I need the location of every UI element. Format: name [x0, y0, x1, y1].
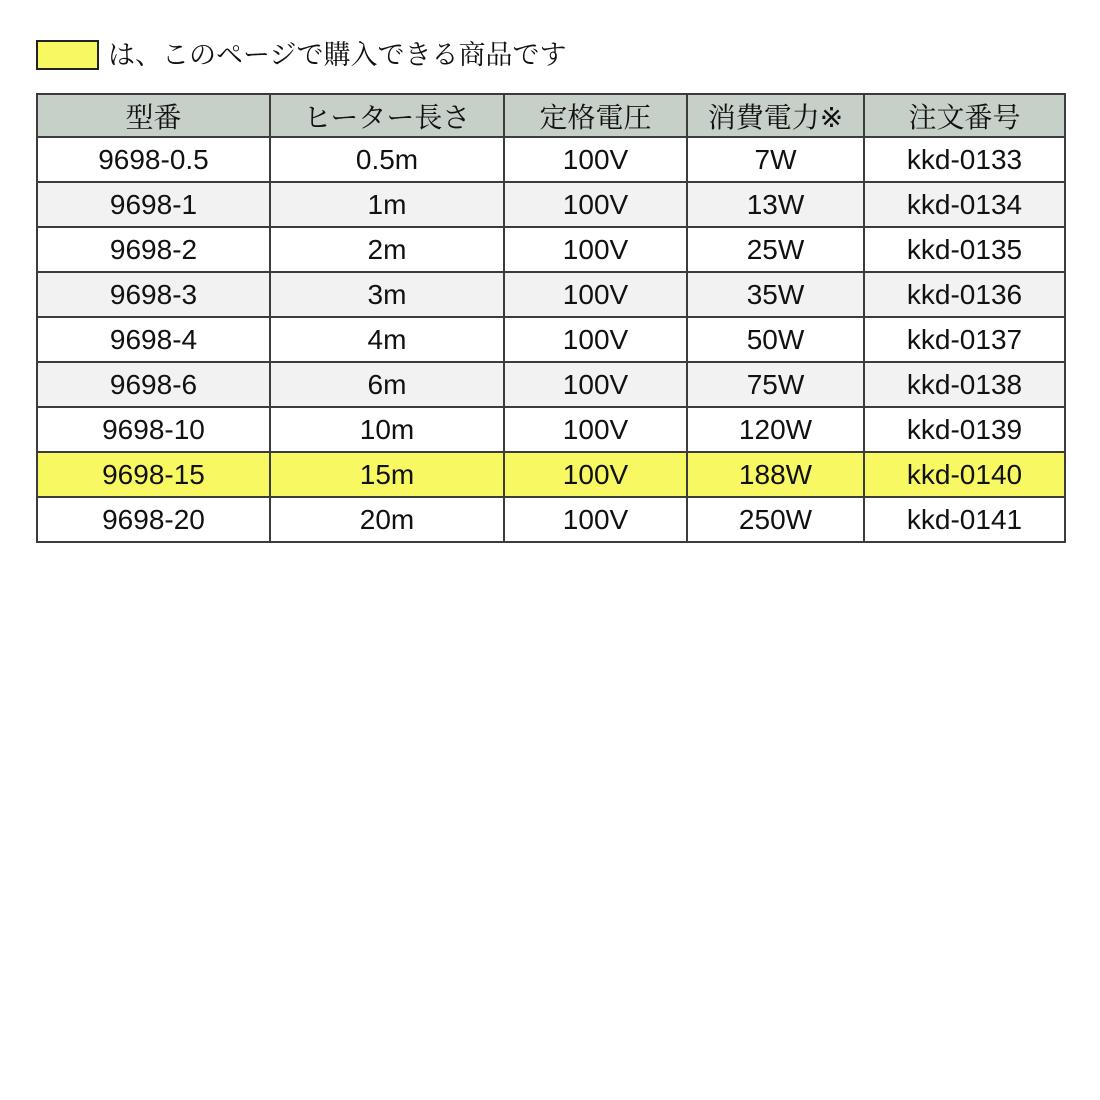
- table-cell: 100V: [504, 272, 687, 317]
- table-cell: kkd-0140: [864, 452, 1065, 497]
- table-cell: 100V: [504, 407, 687, 452]
- table-header: [37, 94, 1065, 137]
- highlight-legend-swatch: [36, 40, 99, 70]
- table-cell: 9698-10: [37, 407, 270, 452]
- table-cell: 20m: [270, 497, 504, 542]
- table-cell: kkd-0139: [864, 407, 1065, 452]
- legend-text: は、このページで購入できる商品です: [108, 39, 567, 70]
- table-cell: 9698-20: [37, 497, 270, 542]
- table-cell: 100V: [504, 137, 687, 182]
- table-cell: kkd-0134: [864, 182, 1065, 227]
- table-cell: 35W: [687, 272, 864, 317]
- table-cell: 100V: [504, 497, 687, 542]
- table-cell: 100V: [504, 317, 687, 362]
- table-cell: 10m: [270, 407, 504, 452]
- table-cell: kkd-0133: [864, 137, 1065, 182]
- table-cell: 9698-0.5: [37, 137, 270, 182]
- table-cell: 100V: [504, 362, 687, 407]
- table-row: [37, 137, 1065, 182]
- table-cell: 100V: [504, 452, 687, 497]
- column-header: 定格電圧: [504, 94, 687, 137]
- table-cell: 9698-3: [37, 272, 270, 317]
- table-cell: 25W: [687, 227, 864, 272]
- table-cell: 75W: [687, 362, 864, 407]
- table-cell: 188W: [687, 452, 864, 497]
- table-cell: 9698-2: [37, 227, 270, 272]
- table-cell: 6m: [270, 362, 504, 407]
- table-cell: 120W: [687, 407, 864, 452]
- table-cell: kkd-0137: [864, 317, 1065, 362]
- table-cell: 50W: [687, 317, 864, 362]
- table-row-highlighted: [37, 452, 1065, 497]
- table-cell: kkd-0138: [864, 362, 1065, 407]
- table-cell: 9698-1: [37, 182, 270, 227]
- table-body: [37, 137, 1065, 542]
- product-spec-table: [36, 93, 1066, 543]
- table-cell: 7W: [687, 137, 864, 182]
- table-cell: 3m: [270, 272, 504, 317]
- table-cell: 4m: [270, 317, 504, 362]
- table-cell: 9698-4: [37, 317, 270, 362]
- table-row: [37, 227, 1065, 272]
- table-cell: 9698-15: [37, 452, 270, 497]
- table-row: [37, 317, 1065, 362]
- column-header: 注文番号: [864, 94, 1065, 137]
- table-cell: 0.5m: [270, 137, 504, 182]
- column-header: 消費電力※: [687, 94, 864, 137]
- table-row: [37, 182, 1065, 227]
- table-cell: 250W: [687, 497, 864, 542]
- table-cell: 13W: [687, 182, 864, 227]
- table-cell: 9698-6: [37, 362, 270, 407]
- table-cell: kkd-0141: [864, 497, 1065, 542]
- purchase-legend: [36, 40, 566, 70]
- table-cell: 100V: [504, 182, 687, 227]
- table-row: [37, 407, 1065, 452]
- header-row: [37, 94, 1065, 137]
- table-cell: 2m: [270, 227, 504, 272]
- column-header: 型番: [37, 94, 270, 137]
- table-cell: kkd-0136: [864, 272, 1065, 317]
- column-header: ヒーター長さ: [270, 94, 504, 137]
- table-cell: kkd-0135: [864, 227, 1065, 272]
- table-row: [37, 362, 1065, 407]
- table-cell: 1m: [270, 182, 504, 227]
- table-cell: 15m: [270, 452, 504, 497]
- table-cell: 100V: [504, 227, 687, 272]
- table-row: [37, 497, 1065, 542]
- table-row: [37, 272, 1065, 317]
